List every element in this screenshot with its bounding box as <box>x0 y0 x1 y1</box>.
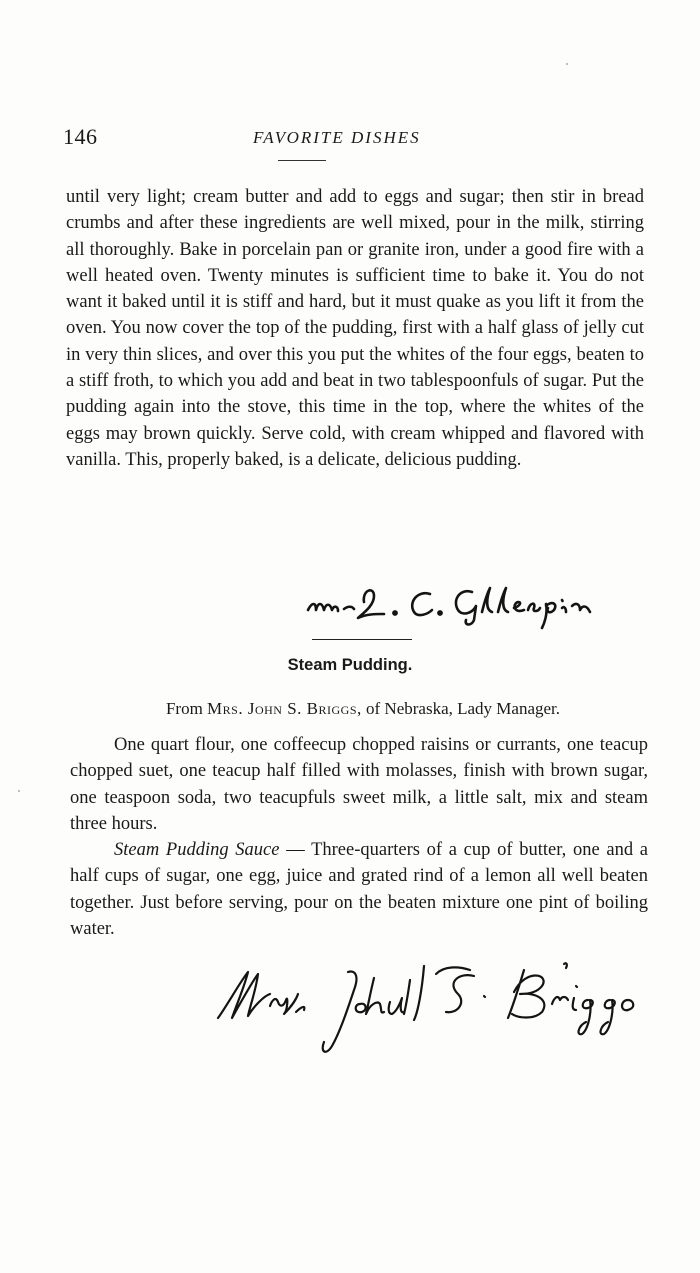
sauce-dash: — <box>279 840 312 861</box>
paper-speck <box>566 63 568 65</box>
from-prefix: From <box>165 699 203 718</box>
signature-gillespie <box>300 572 630 632</box>
page-header <box>63 124 643 154</box>
sauce-title: Steam Pudding Sauce <box>114 840 280 861</box>
recipe-body <box>70 732 648 942</box>
separator-rule <box>312 639 412 640</box>
paper-speck <box>18 790 20 792</box>
continued-recipe-text <box>66 184 644 473</box>
ingredients-paragraph: One quart flour, one coffeecup chopped raisins or currants, one teacup chopped suet, one teacup half filled with molasses, finish with brown sugar, one teaspoon soda, two teacupfuls sweet milk, a little salt, mix and steam three hours. <box>70 735 648 834</box>
running-title: FAVORITE DISHES <box>253 128 421 147</box>
sauce-text: Three-quarters of a cup of butter, one and a half cups of sugar, one egg, juice and grated rind of a lemon all well beaten together. Just before serving, pour on the beaten mixture one pint of boiling water. <box>70 840 648 940</box>
sauce-paragraph <box>70 837 648 942</box>
contributor-name: Mrs. John S. Briggs, <box>207 699 362 718</box>
signature-briggs <box>214 960 654 1060</box>
header-rule <box>278 160 326 161</box>
contributor-affiliation: of Nebraska, Lady Manager. <box>366 699 561 718</box>
continued-paragraph: until very light; cream butter and add to eggs and sugar; then stir in bread crumbs and after these ingredients are well mixed, pour in the milk, stirring all thoroughly. Bake in porcelain pan or granite iron, under a good fire with a well heated oven. Twenty minutes is sufficient time to bake it. You do not want it baked until it is stiff and hard, but it must quake as you lift it from the oven. You now cover the top of the pudding, first with a half glass of jelly cut in very thin slices, and over this you put the whites of the four eggs, beaten to a stiff froth, to which you add and beat in two tablespoonfuls of sugar. Put the pudding again into the stove, this time in the top, where the whites of the eggs may brown quickly. Serve cold, with cream whipped and flavored with vanilla. This, properly baked, is a delicate, delicious pudding. <box>66 187 644 470</box>
page-number: 146 <box>63 124 98 149</box>
recipe-title: Steam Pudding. <box>287 656 413 674</box>
recipe-attribution <box>0 699 700 719</box>
